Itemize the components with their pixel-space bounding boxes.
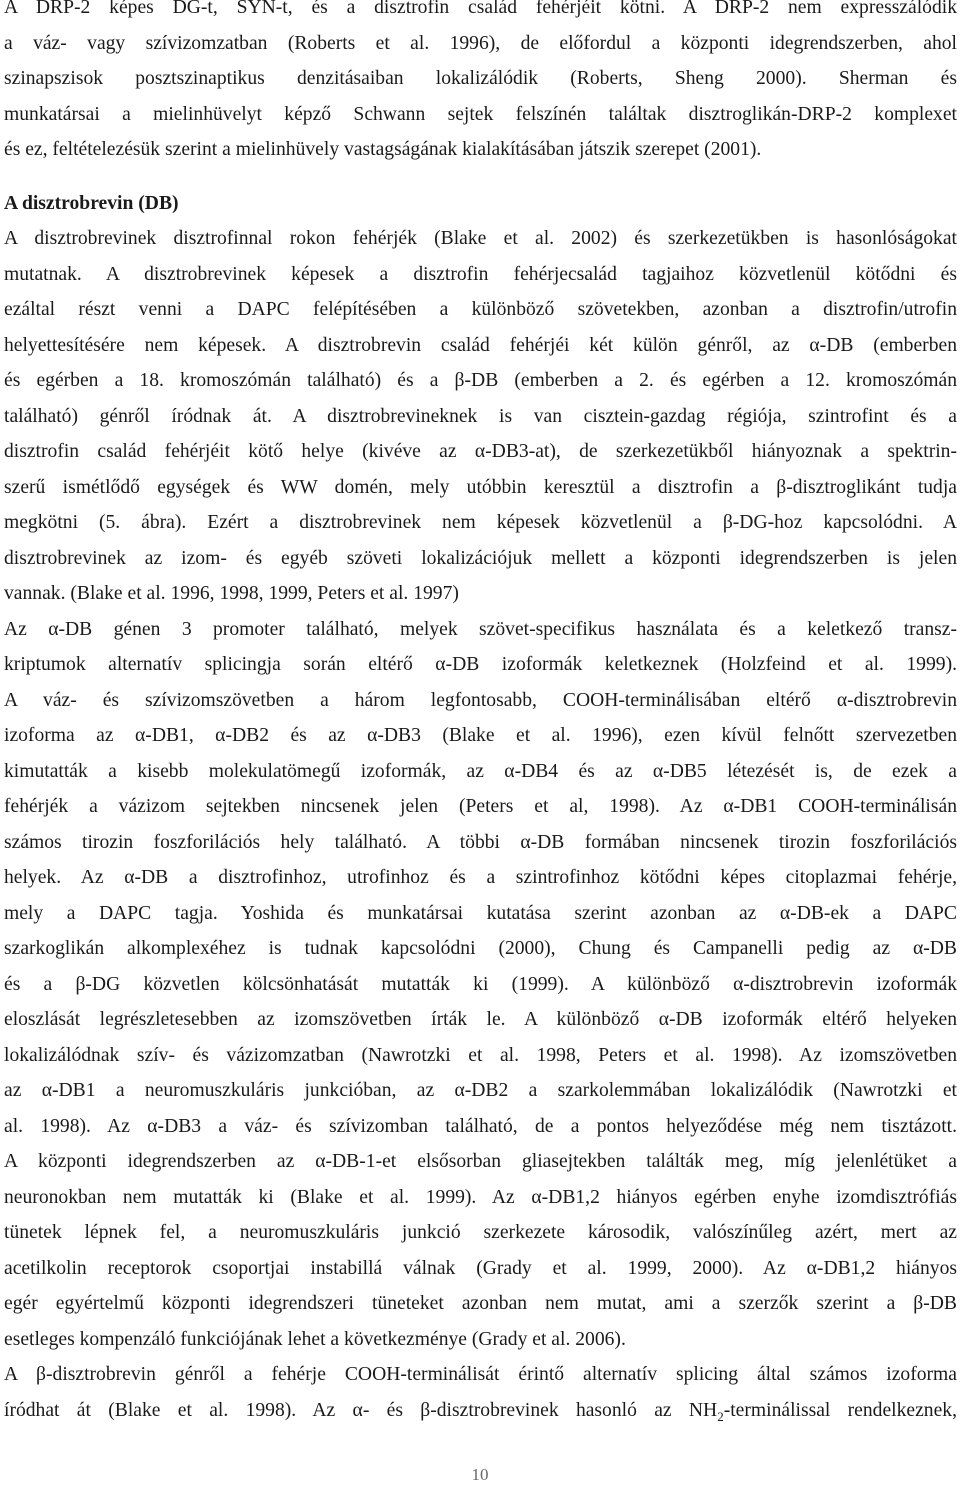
text-line: A központi idegrendszerben az α-DB-1-et elsősorban gliasejtekben találták meg, míg jelenlétüket a <box>4 1151 957 1172</box>
text-line: mutatnak. A disztrobrevinek képesek a disztrofin fehérjecsalád tagjaihoz közvetlenül kötődni és <box>4 263 957 285</box>
text-line: A váz- és szívizomszövetben a három legfontosabb, COOH-terminálisában eltérő α-disztrobrevin <box>4 689 957 711</box>
text-line: és egérben a 18. kromoszómán található) és a β-DB (emberben a 2. és egérben a 12. kromoszómán <box>4 370 957 391</box>
text-line: szarkoglikán alkomplexéhez is tudnak kapcsolódni (2000), Chung és Campanelli pedig az α-DB <box>4 938 957 959</box>
text-segment: -terminálissal rendelkeznek, <box>723 1399 957 1421</box>
text-line: és a β-DG közvetlen kölcsönhatását mutatták ki (1999). A különböző α-disztrobrevin izoformák <box>4 973 957 995</box>
text-line: tünetek lépnek fel, a neuromuszkuláris junkció szerkezete károsodik, valószínűleg azért, mert az <box>4 1222 957 1243</box>
text-line: az α-DB1 a neuromuszkuláris junkcióban, az α-DB2 a szarkolemmában lokalizálódik (Nawrotzki et <box>4 1080 957 1101</box>
text-line: kimutatták a kisebb molekulatömegű izoformák, az α-DB4 és az α-DB5 létezését is, de ezek a <box>4 760 957 782</box>
text-line: munkatársai a mielinhüvelyt képző Schwann sejtek felszínén találtak disztroglikán-DRP-2 komplexet <box>4 103 957 125</box>
text-line: ezáltal részt venni a DAPC felépítésében a különböző szövetekben, azonban a disztrofin/utrofin <box>4 299 957 320</box>
paragraph-alpha-db <box>4 612 957 1358</box>
text-line: vannak. (Blake et al. 1996, 1998, 1999, Peters et al. 1997) <box>4 583 459 604</box>
text-line: helyek. Az α-DB a disztrofinhoz, utrofinhoz és a szintrofinhoz kötődni képes citoplazmai fehérje, <box>4 867 957 888</box>
text-line: megkötni (5. ábra). Ezért a disztrobrevinek nem képesek közvetlenül a β-DG-hoz kapcsolódni. A <box>4 512 957 533</box>
section-gap <box>4 168 957 186</box>
paragraph-disztrobrevin-intro <box>4 221 957 612</box>
text-line: lokalizálódnak szív- és vázizomzatban (Nawrotzki et al. 1998, Peters et al. 1998). Az izomszövetben <box>4 1044 957 1066</box>
text-line-with-subscript <box>4 1393 957 1429</box>
text-line: található) génről íródnak át. A disztrobrevineknek is van cisztein-gazdag régiója, szintrofint és a <box>4 405 957 427</box>
document-page <box>4 0 957 1428</box>
page-number: 10 <box>471 1465 489 1484</box>
text-line: a váz- vagy szívizomzatban (Roberts et al. 1996), de előfordul a központi idegrendszerben, ahol <box>4 32 957 54</box>
paragraph-drp2 <box>4 0 957 168</box>
text-line: A DRP-2 képes DG-t, SYN-t, és a disztrofin család fehérjéit kötni. A DRP-2 nem expresszálódik <box>4 0 957 18</box>
text-line: A β-disztrobrevin génről a fehérje COOH-terminálisát érintő alternatív splicing által számos izoforma <box>4 1364 957 1385</box>
text-line: al. 1998). Az α-DB3 a váz- és szívizomban található, de a pontos helyeződése még nem tisztázott. <box>4 1115 957 1137</box>
text-line: acetilkolin receptorok csoportjai instabillá válnak (Grady et al. 1999, 2000). Az α-DB1,2 hiányos <box>4 1257 957 1279</box>
text-line: A disztrobrevinek disztrofinnal rokon fehérjék (Blake et al. 2002) és szerkezetükben is hasonlóságokat <box>4 228 957 249</box>
text-line: szinapszisok posztszinaptikus denzitásaiban lokalizálódik (Roberts, Sheng 2000). Sherman és <box>4 68 957 89</box>
text-line: disztrofin család fehérjéit kötő helye (kivéve az α-DB3-at), de szerkezetükből hiányoznak a spektrin- <box>4 441 957 462</box>
text-line: helyettesítésére nem képesek. A disztrobrevin család fehérjéi két külön génről, az α-DB (emberben <box>4 334 957 356</box>
text-line: eloszlását legrészletesebben az izomszövetben írták le. A különböző α-DB izoformák eltérő helyeken <box>4 1009 957 1030</box>
text-line: Az α-DB génen 3 promoter található, melyek szövet-specifikus használata és a keletkező transz- <box>4 618 957 640</box>
text-line: disztrobrevinek az izom- és egyéb szöveti lokalizációjuk mellett a központi idegrendszerben is jelen <box>4 547 957 569</box>
text-line: számos tirozin foszforilációs hely található. A többi α-DB formában nincsenek tirozin foszforilációs <box>4 831 957 853</box>
text-line: kriptumok alternatív splicingja során eltérő α-DB izoformák keletkeznek (Holzfeind et al. 1999). <box>4 654 957 675</box>
text-line: mely a DAPC tagja. Yoshida és munkatársai kutatása szerint azonban az α-DB-ek a DAPC <box>4 902 957 924</box>
section-heading: A disztrobrevin (DB) <box>4 192 179 214</box>
text-segment: íródhat át (Blake et al. 1998). Az α- és β-disztrobrevinek hasonló az NH <box>4 1399 718 1421</box>
paragraph-beta-db <box>4 1357 957 1428</box>
text-line: esetleges kompenzáló funkciójának lehet a következménye (Grady et al. 2006). <box>4 1328 626 1350</box>
text-line: egér egyértelmű központi idegrendszeri tüneteket azonban nem mutat, ami a szerzők szerint a β-DB <box>4 1293 957 1314</box>
text-line: szerű ismétlődő egységek és WW domén, mely utóbbin keresztül a disztrofin a β-disztroglikánt tudja <box>4 476 957 498</box>
text-line: és ez, feltételezésük szerint a mielinhüvely vastagságának kialakításában játszik szerepet (2001). <box>4 139 762 160</box>
text-line: izoforma az α-DB1, α-DB2 és az α-DB3 (Blake et al. 1996), ezen kívül felnőtt szervezetben <box>4 725 957 746</box>
text-line: neuronokban nem mutatták ki (Blake et al. 1999). Az α-DB1,2 hiányos egérben enyhe izomdisztrófiás <box>4 1186 957 1208</box>
text-line: fehérjék a vázizom sejtekben nincsenek jelen (Peters et al, 1998). Az α-DB1 COOH-terminálisán <box>4 796 957 817</box>
subscript: 2 <box>717 1408 724 1424</box>
